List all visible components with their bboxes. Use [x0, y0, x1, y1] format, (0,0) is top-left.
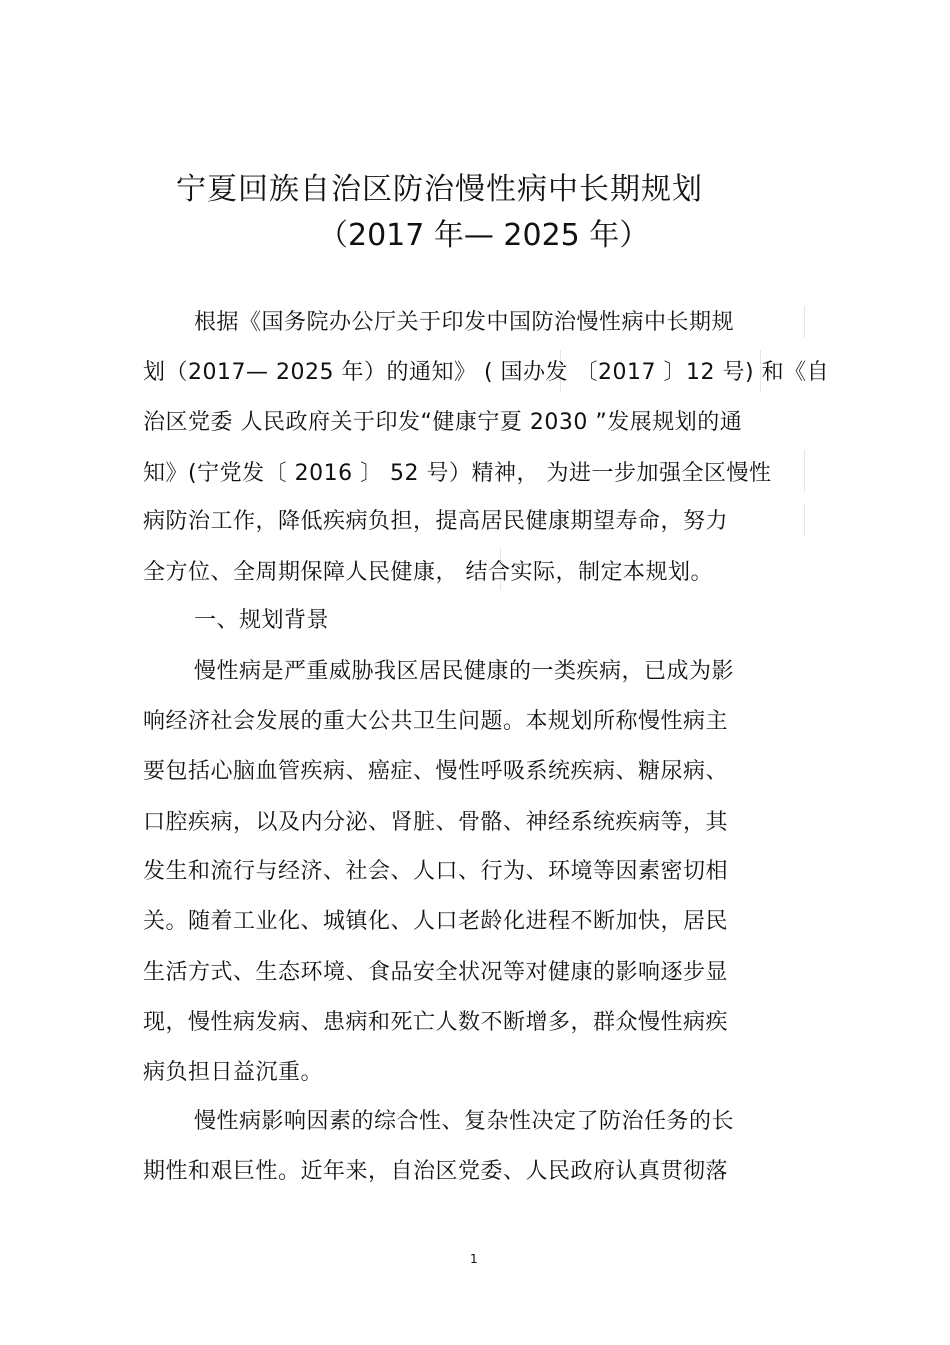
- body-line: 响经济社会发展的重大公共卫生问题。本规划所称慢性病主: [143, 709, 729, 734]
- body-line: 现，慢性病发病、患病和死亡人数不断增多，群众慢性病疾: [143, 1010, 729, 1035]
- body-line: 生活方式、生态环境、食品安全状况等对健康的影响逐步显: [143, 960, 729, 985]
- body-line: 慢性病影响因素的综合性、复杂性决定了防治任务的长: [194, 1109, 735, 1134]
- body-line: 划（2017— 2025 年）的通知》 ( 国办发 〔2017 〕12 号) 和《自: [143, 360, 830, 385]
- body-line: 口腔疾病，以及内分泌、肾脏、骨骼、神经系统疾病等，其: [143, 810, 729, 835]
- body-line: 治区党委 人民政府关于印发“健康宁夏 2030 ”发展规划的通: [143, 410, 743, 435]
- body-line: 期性和艰巨性。近年来，自治区党委、人民政府认真贯彻落: [143, 1159, 729, 1184]
- document-subtitle: （2017 年— 2025 年）: [318, 218, 650, 253]
- body-line: 病负担日益沉重。: [143, 1060, 324, 1085]
- body-line: 根据《国务院办公厅关于印发中国防治慢性病中长期规: [194, 310, 735, 335]
- document-title: 宁夏回族自治区防治慢性病中长期规划: [176, 172, 703, 207]
- body-line: 关。随着工业化、城镇化、人口老龄化进程不断加快，居民: [143, 909, 729, 934]
- divider: [804, 450, 805, 492]
- body-line: 知》(宁党发〔 2016 〕 52 号）精神， 为进一步加强全区慢性: [143, 461, 772, 486]
- divider: [804, 504, 805, 536]
- section-heading: 一、规划背景: [194, 608, 330, 633]
- body-line: 要包括心脑血管疾病、癌症、慢性呼吸系统疾病、糖尿病、: [143, 759, 729, 784]
- body-line: 全方位、全周期保障人民健康， 结合实际，制定本规划。: [143, 560, 713, 585]
- body-line: 慢性病是严重威胁我区居民健康的一类疾病，已成为影: [194, 659, 735, 684]
- body-line: 病防治工作，降低疾病负担，提高居民健康期望寿命，努力: [143, 509, 729, 534]
- page-number: 1: [470, 1252, 478, 1266]
- divider: [804, 306, 805, 338]
- body-line: 发生和流行与经济、社会、人口、行为、环境等因素密切相: [143, 859, 729, 884]
